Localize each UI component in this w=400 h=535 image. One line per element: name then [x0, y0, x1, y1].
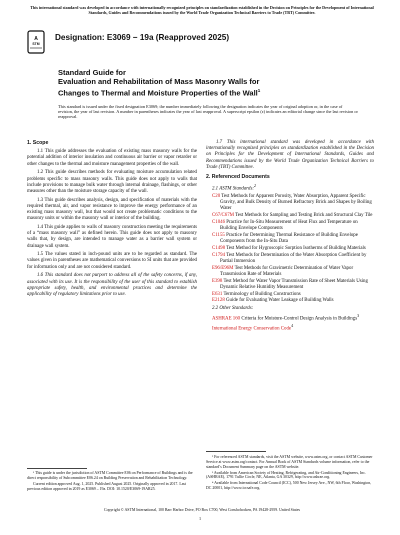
- designation: Designation: E3069 − 19a (Reapproved 2025): [55, 33, 230, 42]
- reference-list: [206, 194, 374, 305]
- reference-title: Terminology of Building Constructions: [223, 291, 301, 297]
- scope-1-2: 1.2 This guide describes methods for evaluating moisture accumulation related problems specific to mass masonry walls. This guide does not apply to walls that include provisions to manage bulk water through internal drainage, flashings, or other measures other than the moisture storage capacity of the wall.: [27, 170, 197, 194]
- standard-note: This standard is issued under the fixed designation E3069; the number immediately following the designation indicates the year of original adoption or, in the case of revision, the year of last revision. A number in parentheses indicates the year of last reapproval. A superscript epsilon (ε) indicates an editorial change since the last revision or reapproval.: [58, 104, 358, 120]
- top-notice: This international standard was developed in accordance with internationally recognized principles on standardization established in the Decision on Principles for the Development of International Standards, Guides and Recommendations issued by the World Trade Organization Technical Barriers to Trade (TBT) Committee.: [30, 5, 374, 16]
- reference-link[interactable]: ASHRAE 160: [212, 316, 241, 322]
- scope-1-4: 1.4 This guide applies to walls of masonry construction meeting the requirements of a “mass masonry wall” as defined herein. This guide does not apply to masonry walls that, by design, are intended to manage water as a barrier wall system or drainage wall system.: [27, 224, 197, 249]
- reference-link[interactable]: E631: [212, 291, 223, 297]
- title-footnote-ref[interactable]: 1: [257, 88, 261, 93]
- footnote-divider-left: [27, 468, 87, 469]
- reference-item: [206, 313, 374, 323]
- astm-footnote-ref[interactable]: 2: [253, 183, 257, 189]
- reference-item: [206, 292, 374, 298]
- reference-link[interactable]: E96/E96M: [212, 265, 234, 271]
- scope-1-3: 1.3 This guide describes analysis, design, and specification of materials with the required thermal, air, and vapor resistance to improve the energy performance of an existing mass masonry wall, but that would not create problematic conditions to the masonry units or within the masonry wall or interior of the building.: [27, 197, 197, 222]
- reference-link[interactable]: C1498: [212, 245, 226, 251]
- svg-text:STM: STM: [32, 42, 40, 46]
- footnote-3: ³ Available from American Society of Heating, Refrigerating, and Air-Conditioning Engineers, Inc. (ASHRAE), 1791 Tullie Circle, NE, Atlanta, GA 30329, http://www.ashrae.org.: [206, 470, 366, 480]
- reference-title: Test Methods for Apparent Porosity, Water Absorption, Apparent Specific Gravity, and Bulk Density of Burned Refractory Brick and Shapes by Boiling Water: [220, 193, 372, 212]
- scope-1-6: 1.6 This standard does not purport to address all of the safety concerns, if any, associated with its use. It is the responsibility of the user of this standard to establish appropriate safety, health, and environmental practices and determine the applicability of regulatory limitations prior to use.: [27, 273, 197, 297]
- footnote-1: ¹ This guide is under the jurisdiction of ASTM Committee E06 on Performance of Buildings and is the direct responsibility of Subcommittee E06.24 on Building Preservation and Rehabilitation Technology.: [27, 471, 193, 480]
- reference-title: Practice for Determining Thermal Resistance of Building Envelope Components from the In-Situ Data: [220, 232, 358, 245]
- reference-item: [206, 279, 374, 291]
- footnote-1-edition: Current edition approved Aug. 1, 2025. Published August 2025. Originally approved in 2017. Last previous edition approved in 2019 as E3069 – 19a. DOI: 10.1520/E3069-19AR25.: [27, 481, 187, 491]
- reference-item: [206, 213, 374, 219]
- reference-link[interactable]: E2128: [212, 298, 225, 304]
- reference-title: Test Methods for Sampling and Testing Brick and Structural Clay Tile: [235, 213, 373, 219]
- footnote-ref[interactable]: 4: [291, 323, 294, 329]
- reference-item: [206, 266, 374, 278]
- title-line-3-text: Changes to Thermal and Moisture Properties of the Wall: [58, 88, 258, 98]
- referenced-heading: 2. Referenced Documents: [206, 174, 270, 181]
- reference-item: [206, 194, 374, 213]
- left-column: [27, 140, 197, 301]
- reference-link[interactable]: C67/C67M: [212, 213, 235, 219]
- footnote-ref[interactable]: 3: [357, 312, 360, 318]
- scope-heading: 1. Scope: [27, 140, 49, 146]
- reference-item: [206, 323, 374, 333]
- reference-link[interactable]: E398: [212, 278, 223, 284]
- reference-title: Test Method for Hygroscopic Sorption Isotherms of Building Materials: [226, 245, 366, 251]
- reference-link[interactable]: C1794: [212, 252, 226, 258]
- svg-text:A: A: [34, 36, 38, 42]
- title-line-3: [58, 86, 358, 98]
- scope-1-7: 1.7 This international standard was developed in accordance with internationally recognized principles on standardization established in the Decision on Principles for the Development of International Standards, Guides and Recommendations issued by the World Trade Organization Technical Barriers to Trade (TBT) Committee.: [206, 140, 374, 170]
- right-column: [206, 140, 374, 333]
- copyright-text: Copyright © ASTM International, 100 Barr Harbor Drive, PO Box C700, West Conshohocken, PA 19428-2959. United States: [104, 508, 300, 512]
- reference-title: Practice for In-Situ Measurement of Heat Flux and Temperature on Building Envelope Components: [220, 219, 358, 232]
- reference-title: Test Methods for Determination of the Water Absorption Coefficient by Partial Immersion: [220, 252, 367, 264]
- reference-link[interactable]: C1046: [212, 219, 226, 225]
- reference-item: [206, 253, 374, 265]
- reference-title: Test Method for Water Vapor Transmission Rate of Sheet Materials Using Dynamic Relative Humidity Measurement: [220, 278, 368, 290]
- copyright-line: [26, 508, 378, 512]
- reference-title: Test Methods for Gravimetric Determination of Water Vapor Transmission Rate of Materials: [220, 265, 354, 277]
- scope-1-1: 1.1 This guide addresses the evaluation of existing mass masonry walls for the potential addition of interior insulation and continuous air barrier or vapor retarder or other changes to the thermal and moisture management properties of the wall.: [27, 149, 197, 167]
- astm-standards-label: [206, 183, 374, 193]
- reference-title: Guide for Evaluating Water Leakage of Building Walls: [226, 298, 334, 304]
- footnote-divider-right: [206, 451, 266, 452]
- title-line-1: Standard Guide for: [58, 68, 126, 77]
- reference-title: Criteria for Moisture-Control Design Analysis in Buildings: [241, 316, 358, 322]
- footnotes-left: [27, 471, 197, 493]
- astm-logo-icon: [27, 30, 45, 54]
- page-number: 1: [198, 516, 202, 521]
- reference-link[interactable]: International Energy Conservation Code: [212, 326, 292, 332]
- footnote-2: ² For referenced ASTM standards, visit the ASTM website, www.astm.org, or contact ASTM Customer Service at www.astm.org/contact. For Annual Book of ASTM Standards volume information, refer to the standard’s Document Summary page on the ASTM website.: [206, 455, 373, 469]
- document-title: [58, 68, 358, 98]
- footnote-4: ⁴ Available from International Code Council (ICC), 500 New Jersey Ave., NW, 6th Floor, Washington, DC 20001, http://www.iccsafe.org.: [206, 481, 372, 491]
- footnotes-right: [206, 455, 374, 492]
- reference-item: [206, 220, 374, 232]
- other-standards-label: 2.2 Other Standards:: [212, 305, 254, 311]
- astm-standards-label-text: 2.1 ASTM Standards:: [212, 186, 254, 192]
- reference-link[interactable]: C1155: [212, 232, 225, 238]
- reference-link[interactable]: C20: [212, 193, 221, 199]
- title-line-2: Evaluation and Rehabilitation of Mass Masonry Walls for: [58, 77, 260, 86]
- scope-1-5: 1.5 The values stated in inch-pound units are to be regarded as standard. The values given in parentheses are mathematical conversions to SI units that are provided for information only and are not considered standard.: [27, 252, 197, 270]
- reference-item: [206, 246, 374, 252]
- reference-item: [206, 233, 374, 245]
- reference-item: [206, 298, 374, 304]
